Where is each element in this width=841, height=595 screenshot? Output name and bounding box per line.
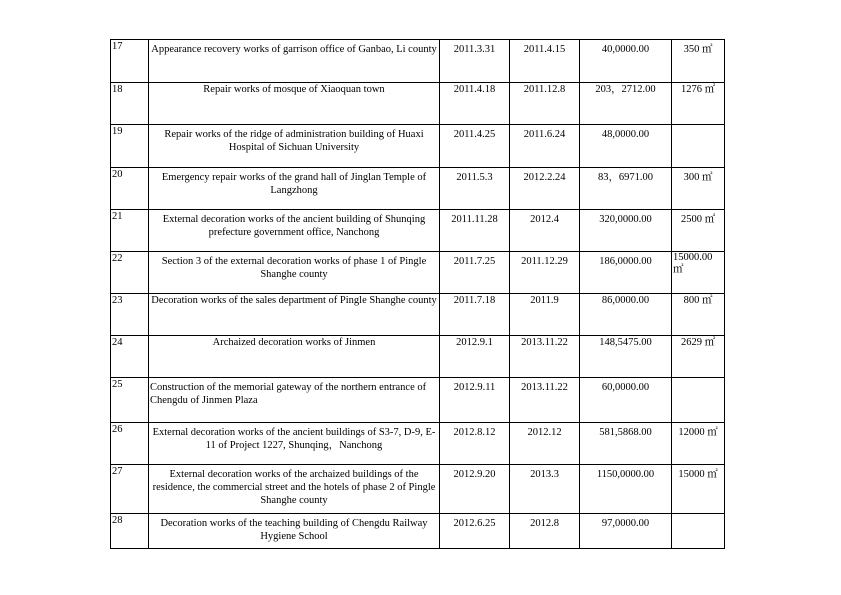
building-area: 15000 ㎡ — [672, 465, 725, 514]
building-area: 350 ㎡ — [672, 40, 725, 83]
table-row — [111, 210, 725, 252]
contract-amount: 83，6971.00 — [580, 168, 672, 210]
start-date: 2011.11.28 — [440, 210, 510, 252]
start-date: 2012.9.11 — [440, 378, 510, 423]
end-date: 2011.4.15 — [510, 40, 580, 83]
table-row — [111, 336, 725, 378]
building-area: 2629 ㎡ — [672, 336, 725, 378]
project-name: Repair works of the ridge of administration building of Huaxi Hospital of Sichuan University — [149, 125, 440, 168]
project-name: Archaized decoration works of Jinmen — [149, 336, 440, 378]
row-number: 23 — [111, 294, 149, 336]
contract-amount: 40,0000.00 — [580, 40, 672, 83]
contract-amount: 203，2712.00 — [580, 83, 672, 125]
table-row — [111, 252, 725, 294]
row-number: 21 — [111, 210, 149, 252]
contract-amount: 97,0000.00 — [580, 514, 672, 549]
project-name: External decoration works of the archaized buildings of the residence, the commercial street and the hotels of phase 2 of Pingle Shanghe county — [149, 465, 440, 514]
end-date: 2011.9 — [510, 294, 580, 336]
project-name: Construction of the memorial gateway of the northern entrance of Chengdu of Jinmen Plaza — [149, 378, 440, 423]
building-area: 1276 ㎡ — [672, 83, 725, 125]
end-date: 2013.11.22 — [510, 336, 580, 378]
building-area: 300 ㎡ — [672, 168, 725, 210]
start-date: 2011.5.3 — [440, 168, 510, 210]
building-area: 12000 ㎡ — [672, 423, 725, 465]
building-area — [672, 125, 725, 168]
contract-amount: 581,5868.00 — [580, 423, 672, 465]
end-date: 2013.11.22 — [510, 378, 580, 423]
contract-amount: 320,0000.00 — [580, 210, 672, 252]
project-name: Section 3 of the external decoration works of phase 1 of Pingle Shanghe county — [149, 252, 440, 294]
row-number: 27 — [111, 465, 149, 514]
table-row — [111, 378, 725, 423]
end-date: 2012.2.24 — [510, 168, 580, 210]
building-area — [672, 514, 725, 549]
table-row — [111, 83, 725, 125]
contract-amount: 148,5475.00 — [580, 336, 672, 378]
contract-amount: 60,0000.00 — [580, 378, 672, 423]
row-number: 24 — [111, 336, 149, 378]
contract-amount: 86,0000.00 — [580, 294, 672, 336]
row-number: 22 — [111, 252, 149, 294]
start-date: 2011.7.18 — [440, 294, 510, 336]
row-number: 20 — [111, 168, 149, 210]
contract-amount: 1150,0000.00 — [580, 465, 672, 514]
start-date: 2012.6.25 — [440, 514, 510, 549]
row-number: 19 — [111, 125, 149, 168]
end-date: 2011.12.8 — [510, 83, 580, 125]
table-row — [111, 514, 725, 549]
start-date: 2012.9.1 — [440, 336, 510, 378]
end-date: 2011.6.24 — [510, 125, 580, 168]
building-area: 2500 ㎡ — [672, 210, 725, 252]
start-date: 2012.9.20 — [440, 465, 510, 514]
table-row — [111, 168, 725, 210]
table-row — [111, 423, 725, 465]
projects-table-body — [111, 40, 725, 549]
project-name: Emergency repair works of the grand hall of Jinglan Temple of Langzhong — [149, 168, 440, 210]
row-number: 25 — [111, 378, 149, 423]
end-date: 2012.8 — [510, 514, 580, 549]
contract-amount: 48,0000.00 — [580, 125, 672, 168]
building-area: 800 ㎡ — [672, 294, 725, 336]
building-area — [672, 378, 725, 423]
project-name: Repair works of mosque of Xiaoquan town — [149, 83, 440, 125]
project-name: Appearance recovery works of garrison office of Ganbao, Li county — [149, 40, 440, 83]
table-row — [111, 465, 725, 514]
end-date: 2012.12 — [510, 423, 580, 465]
start-date: 2011.7.25 — [440, 252, 510, 294]
start-date: 2011.4.25 — [440, 125, 510, 168]
end-date: 2011.12.29 — [510, 252, 580, 294]
row-number: 28 — [111, 514, 149, 549]
project-name: External decoration works of the ancient building of Shunqing prefecture government office, Nanchong — [149, 210, 440, 252]
contract-amount: 186,0000.00 — [580, 252, 672, 294]
start-date: 2011.4.18 — [440, 83, 510, 125]
end-date: 2013.3 — [510, 465, 580, 514]
building-area: 15000.00 ㎡ — [672, 252, 725, 294]
project-name: Decoration works of the sales department of Pingle Shanghe county — [149, 294, 440, 336]
start-date: 2012.8.12 — [440, 423, 510, 465]
project-name: Decoration works of the teaching building of Chengdu Railway Hygiene School — [149, 514, 440, 549]
table-row — [111, 40, 725, 83]
row-number: 17 — [111, 40, 149, 83]
start-date: 2011.3.31 — [440, 40, 510, 83]
row-number: 26 — [111, 423, 149, 465]
project-name: External decoration works of the ancient buildings of S3-7, D-9, E-11 of Project 1227, Shunqing，Nanchong — [149, 423, 440, 465]
table-row — [111, 125, 725, 168]
end-date: 2012.4 — [510, 210, 580, 252]
row-number: 18 — [111, 83, 149, 125]
table-row — [111, 294, 725, 336]
projects-table — [110, 39, 725, 549]
